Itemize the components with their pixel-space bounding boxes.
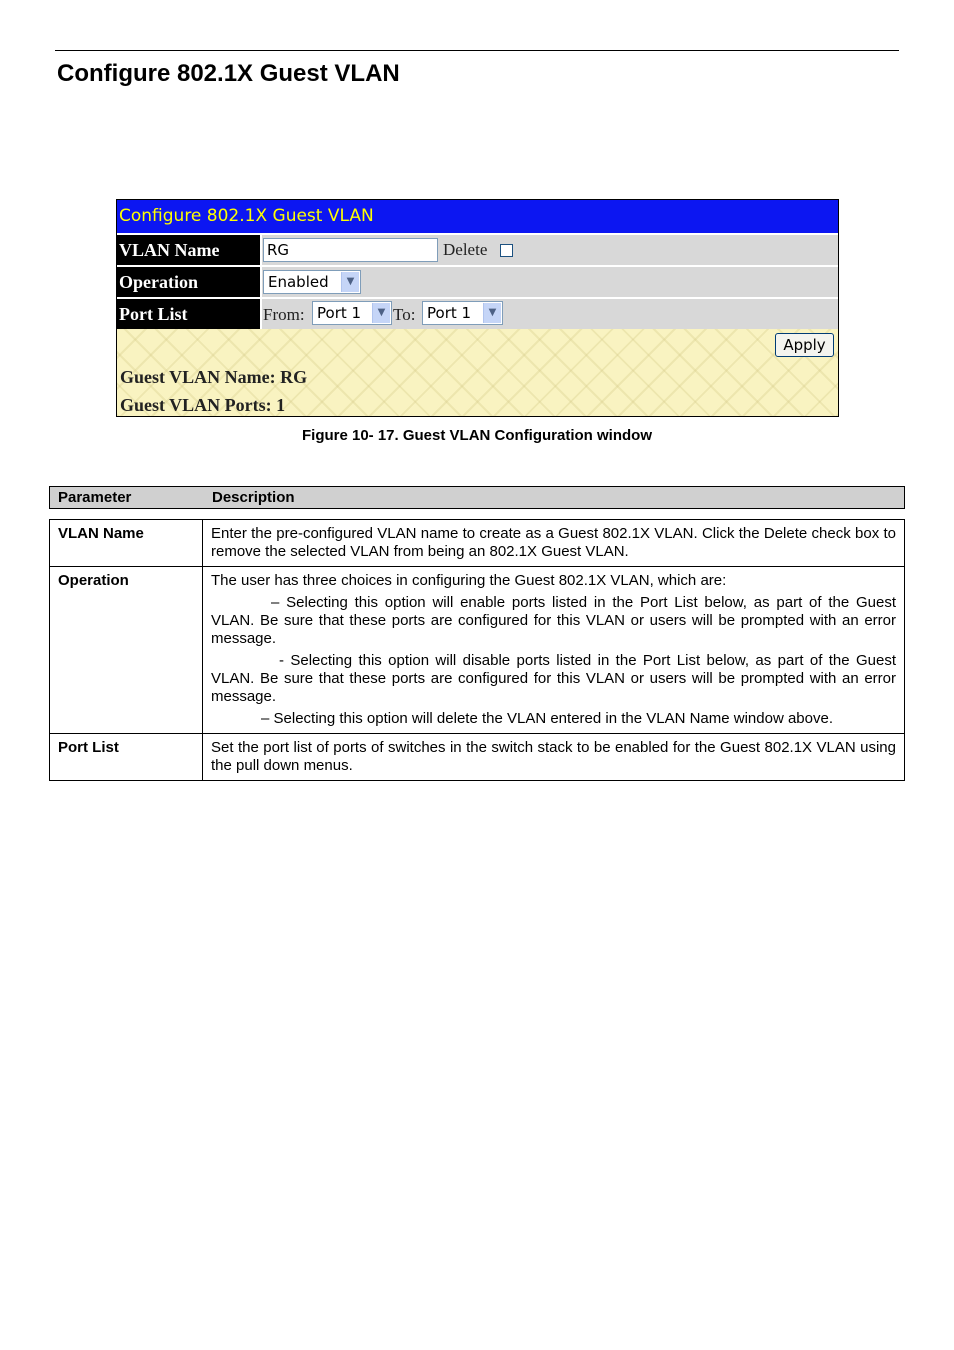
- port-list-row: [262, 299, 838, 329]
- delete-checkbox[interactable]: [500, 244, 513, 257]
- figure-caption: Figure 10- 17. Guest VLAN Configuration window: [301, 427, 653, 444]
- desc-line: The user has three choices in configuring the Guest 802.1X VLAN, which are:: [211, 572, 727, 589]
- table-header: [49, 486, 905, 509]
- parameter-table: [49, 519, 905, 781]
- from-label: From:: [263, 305, 305, 324]
- guest-vlan-window: [116, 199, 839, 417]
- operation-select-value: Enabled: [268, 273, 329, 291]
- from-port-value: Port 1: [317, 304, 362, 322]
- table-row: [50, 734, 905, 781]
- header-description: Description: [212, 489, 295, 506]
- desc-port-list: [203, 734, 905, 781]
- window-title: Configure 802.1X Guest VLAN: [117, 200, 838, 233]
- vlan-name-row: [262, 235, 838, 265]
- chevron-down-icon: ▼: [483, 303, 501, 323]
- desc-vlan-name: [203, 520, 905, 567]
- desc-line-disabled: - Selecting this option will disable ports listed in the Port List below, as part of the Guest VLAN. Be sure that these ports are configured for this VLAN or users will be prompted with an error message.: [211, 652, 896, 705]
- desc-operation: [203, 567, 905, 734]
- param-operation: Operation: [50, 567, 203, 734]
- guest-vlan-ports-text: Guest VLAN Ports: 1: [120, 395, 286, 415]
- param-port-list: Port List: [50, 734, 203, 781]
- desc-line: Set the port list of ports of switches in the switch stack to be enabled for the Guest 802.1X VLAN using the pull down menus.: [211, 739, 896, 774]
- header-parameter: Parameter: [58, 489, 132, 506]
- to-label: To:: [393, 305, 416, 324]
- chevron-down-icon: ▼: [341, 272, 359, 292]
- top-rule: [55, 50, 899, 51]
- table-row: [50, 567, 905, 734]
- port-list-label: Port List: [117, 299, 260, 329]
- to-port-select[interactable]: [422, 301, 503, 325]
- desc-line-delete: – Selecting this option will delete the VLAN entered in the VLAN Name window above.: [261, 710, 833, 727]
- delete-label: Delete: [443, 240, 488, 259]
- operation-label: Operation: [117, 267, 260, 297]
- vlan-name-label: VLAN Name: [117, 235, 260, 265]
- chevron-down-icon: ▼: [372, 303, 390, 323]
- table-row: [50, 520, 905, 567]
- desc-line-enabled: – Selecting this option will enable ports listed in the Port List below, as part of the Guest VLAN. Be sure that these ports are configured for this VLAN or users will be prompted with an error message.: [211, 594, 896, 647]
- operation-row: [262, 267, 838, 297]
- guest-vlan-info-area: [117, 329, 838, 416]
- desc-line: Enter the pre-configured VLAN name to create as a Guest 802.1X VLAN. Click the Delete check box to remove the selected VLAN from being an 802.1X Guest VLAN.: [211, 525, 896, 560]
- page-title: Configure 802.1X Guest VLAN: [57, 60, 400, 87]
- apply-button[interactable]: Apply: [775, 333, 834, 357]
- guest-vlan-name-text: Guest VLAN Name: RG: [120, 367, 308, 387]
- operation-select[interactable]: [263, 270, 361, 294]
- to-port-value: Port 1: [427, 304, 472, 322]
- vlan-name-input[interactable]: RG: [263, 238, 438, 262]
- from-port-select[interactable]: [312, 301, 392, 325]
- param-vlan-name: VLAN Name: [50, 520, 203, 567]
